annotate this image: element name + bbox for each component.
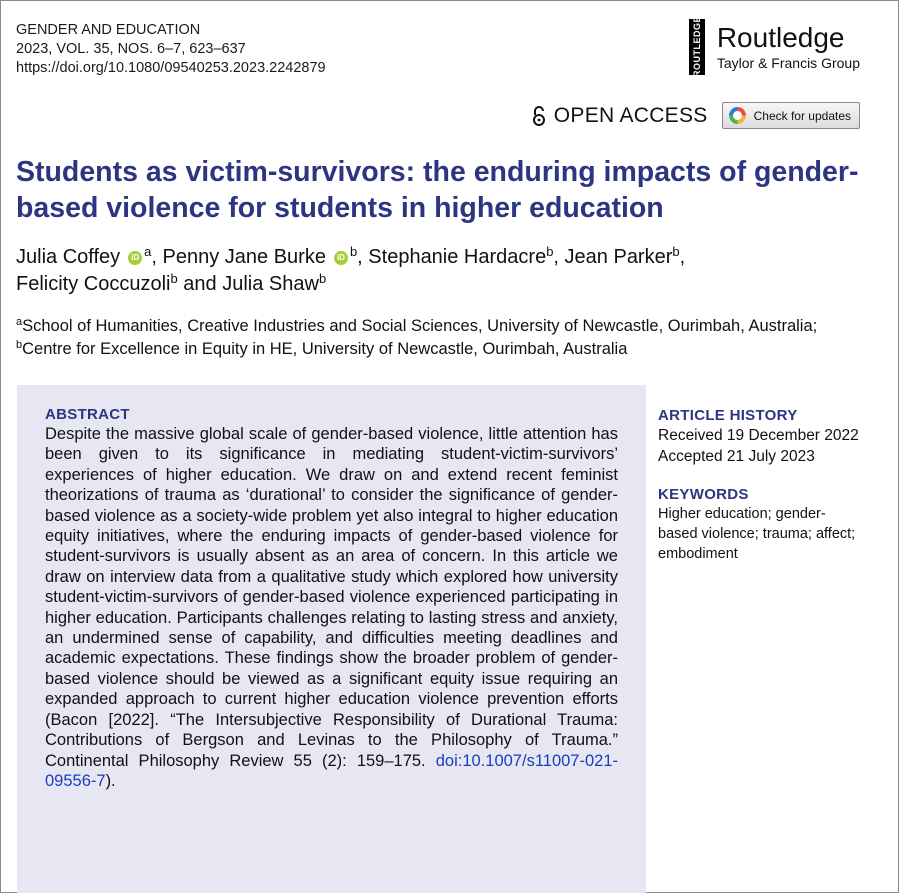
affil-sup: a bbox=[16, 316, 23, 328]
author-name[interactable]: Stephanie Hardacre bbox=[368, 246, 547, 268]
abstract-doi-link[interactable]: doi:10.1007/s11007-021-09556-7 bbox=[45, 751, 618, 790]
article-history-heading: ARTICLE HISTORY bbox=[658, 407, 798, 424]
author-affil-sup: b bbox=[318, 271, 327, 286]
affil-sup: b bbox=[16, 339, 23, 351]
check-for-updates-label: Check for updates bbox=[753, 108, 851, 123]
affiliations bbox=[16, 315, 886, 361]
orcid-icon[interactable]: iD bbox=[334, 251, 348, 265]
journal-info bbox=[16, 21, 326, 78]
publisher-group: Taylor & Francis Group bbox=[716, 55, 860, 71]
abstract-closing: ). bbox=[105, 771, 116, 790]
received-date: Received 19 December 2022 bbox=[658, 427, 859, 444]
author-separator-and: and bbox=[183, 273, 217, 295]
author-separator: , bbox=[679, 246, 686, 268]
accepted-date: Accepted 21 July 2023 bbox=[658, 448, 815, 465]
author-affil-sup: b bbox=[349, 244, 358, 259]
author-name[interactable]: Penny Jane Burke bbox=[162, 246, 326, 268]
author-name[interactable]: Felicity Coccuzoli bbox=[16, 273, 171, 295]
open-access-label: OPEN ACCESS bbox=[553, 103, 708, 127]
crossmark-icon bbox=[729, 107, 746, 124]
routledge-logo-icon: ROUTLEDGE bbox=[689, 19, 705, 75]
author-affil-sup: b bbox=[672, 244, 680, 259]
check-for-updates-button[interactable] bbox=[722, 102, 860, 129]
journal-citation: 2023, VOL. 35, NOS. 6–7, 623–637 bbox=[16, 41, 246, 57]
affil-text: Centre for Excellence in Equity in HE, University of Newcastle, Ourimbah, Australia bbox=[22, 340, 628, 358]
article-sidebar bbox=[658, 407, 878, 564]
journal-doi-link[interactable]: https://doi.org/10.1080/09540253.2023.2242879 bbox=[16, 60, 326, 76]
affil-text: School of Humanities, Creative Industries and Social Sciences, University of Newcastle, Ourimbah, Australia; bbox=[22, 317, 818, 335]
author-separator: , bbox=[151, 246, 157, 268]
access-row bbox=[532, 102, 860, 129]
abstract-heading: ABSTRACT bbox=[45, 406, 130, 423]
author-separator: , bbox=[357, 246, 363, 268]
abstract-text bbox=[45, 424, 618, 791]
journal-name: GENDER AND EDUCATION bbox=[16, 22, 201, 38]
author-list bbox=[16, 244, 876, 298]
author-name[interactable]: Jean Parker bbox=[564, 246, 673, 268]
article-title: Students as victim-survivors: the enduring impacts of gender-based violence for students in higher education bbox=[16, 156, 859, 224]
author-name[interactable]: Julia Shaw bbox=[222, 273, 319, 295]
open-access-lock-icon bbox=[532, 106, 546, 126]
keywords-heading: KEYWORDS bbox=[658, 486, 749, 503]
author-affil-sup: b bbox=[170, 271, 178, 286]
author-affil-sup: b bbox=[546, 244, 554, 259]
author-name[interactable]: Julia Coffey bbox=[16, 246, 121, 268]
abstract-box bbox=[17, 385, 646, 893]
author-separator: , bbox=[553, 246, 559, 268]
publisher-block bbox=[689, 16, 860, 78]
abstract-body: Despite the massive global scale of gender-based violence, little attention has been given to its significance in mediating student-victim-survivors’ experiences of higher education. We draw on and extend recent feminist theorizations of trauma as ‘durational’ to consider the significance of gender-based violence as a society-wide problem yet also integral to higher education equity initiatives, where the enduring impacts of gender-based violence for student-survivors is usually absent as an area of concern. In this article we draw on interview data from a qualitative study which explored how university student-victim-survivors of gender-based violence experienced participating in higher education. Participants challenges relating to lasting stress and anxiety, an undermined sense of capability, and difficulties meeting deadlines and academic expectations. These findings show the broader problem of gender-based violence should be viewed as a significant equity issue requiring an expanded approach to current higher education violence prevention efforts (Bacon [2022]. “The Intersubjective Responsibility of Durational Trauma: Contributions of Bergson and Levinas to the Philosophy of Trauma.” Continental Philosophy Review 55 (2): 159–175. bbox=[45, 425, 618, 770]
affiliation-b bbox=[16, 338, 886, 361]
author-affil-sup: a bbox=[144, 244, 152, 259]
orcid-icon[interactable]: iD bbox=[128, 251, 142, 265]
keywords-text: Higher education; gender-based violence; trauma; affect; embodiment bbox=[658, 506, 856, 562]
affiliation-a bbox=[16, 315, 886, 338]
publisher-name: Routledge bbox=[716, 22, 845, 53]
